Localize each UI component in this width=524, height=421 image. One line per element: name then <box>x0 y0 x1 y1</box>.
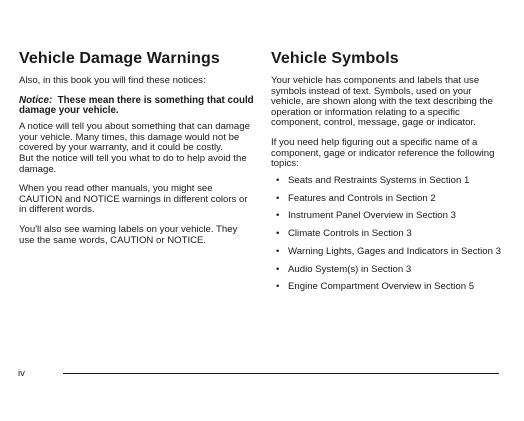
bullet-icon: • <box>276 174 280 186</box>
section-title: Vehicle Symbols <box>271 50 399 67</box>
intro-paragraph: Also, in this book you will find these notices: <box>19 75 206 86</box>
bullet-icon: • <box>276 228 280 240</box>
list-item <box>271 194 505 205</box>
list-item-text: Seats and Restraints Systems in Section 1 <box>288 174 470 186</box>
warning-labels-paragraph: You'll also see warning labels on your vehicle. They use the same words, CAUTION or NOTICE. <box>19 223 238 246</box>
vehicle-symbols-section <box>271 50 505 300</box>
list-item <box>271 229 505 240</box>
list-item <box>271 282 505 293</box>
list-item-text: Warning Lights, Gages and Indicators in Section 3 <box>288 245 501 257</box>
page-number: iv <box>18 368 25 379</box>
list-item-text: Engine Compartment Overview in Section 5 <box>288 281 475 293</box>
section-title: Vehicle Damage Warnings <box>19 50 220 67</box>
bullet-icon: • <box>276 210 280 222</box>
list-item <box>271 176 505 187</box>
other-manuals-paragraph: When you read other manuals, you might see CAUTION and NOTICE warnings in different colors or in different words. <box>19 183 248 216</box>
bullet-icon: • <box>276 192 280 204</box>
notice-label: Notice: <box>19 94 53 106</box>
list-item-text: Audio System(s) in Section 3 <box>288 263 412 275</box>
bullet-icon: • <box>276 281 280 293</box>
footer-divider <box>63 373 499 374</box>
list-item-text: Features and Controls in Section 2 <box>288 192 436 204</box>
list-item <box>271 247 505 258</box>
vehicle-damage-warnings-section <box>19 50 255 255</box>
notice-block <box>19 96 255 118</box>
notice-explanation-paragraph: A notice will tell you about something that can damage your vehicle. Many times, this damage would not be covered by your warranty, and it could be costly. <box>19 121 250 154</box>
notice-text: These mean there is something that could damage your vehicle. <box>19 94 254 117</box>
list-item-text: Instrument Panel Overview in Section 3 <box>288 210 456 222</box>
bullet-icon: • <box>276 263 280 275</box>
topics-intro-paragraph: If you need help figuring out a specific name of a component, gage or indicator reference the following topics: <box>271 136 495 170</box>
topics-list <box>271 176 505 293</box>
list-item <box>271 265 505 276</box>
notice-help-paragraph: But the notice will tell you what to do to help avoid the damage. <box>19 152 247 175</box>
list-item-text: Climate Controls in Section 3 <box>288 228 412 240</box>
list-item <box>271 211 505 222</box>
symbols-paragraph: Your vehicle has components and labels that use symbols instead of text. Symbols, used on your vehicle, are shown along with the text describing the operation or information relating to a specific component, control, message, gage or indicator. <box>271 75 493 129</box>
bullet-icon: • <box>276 245 280 257</box>
